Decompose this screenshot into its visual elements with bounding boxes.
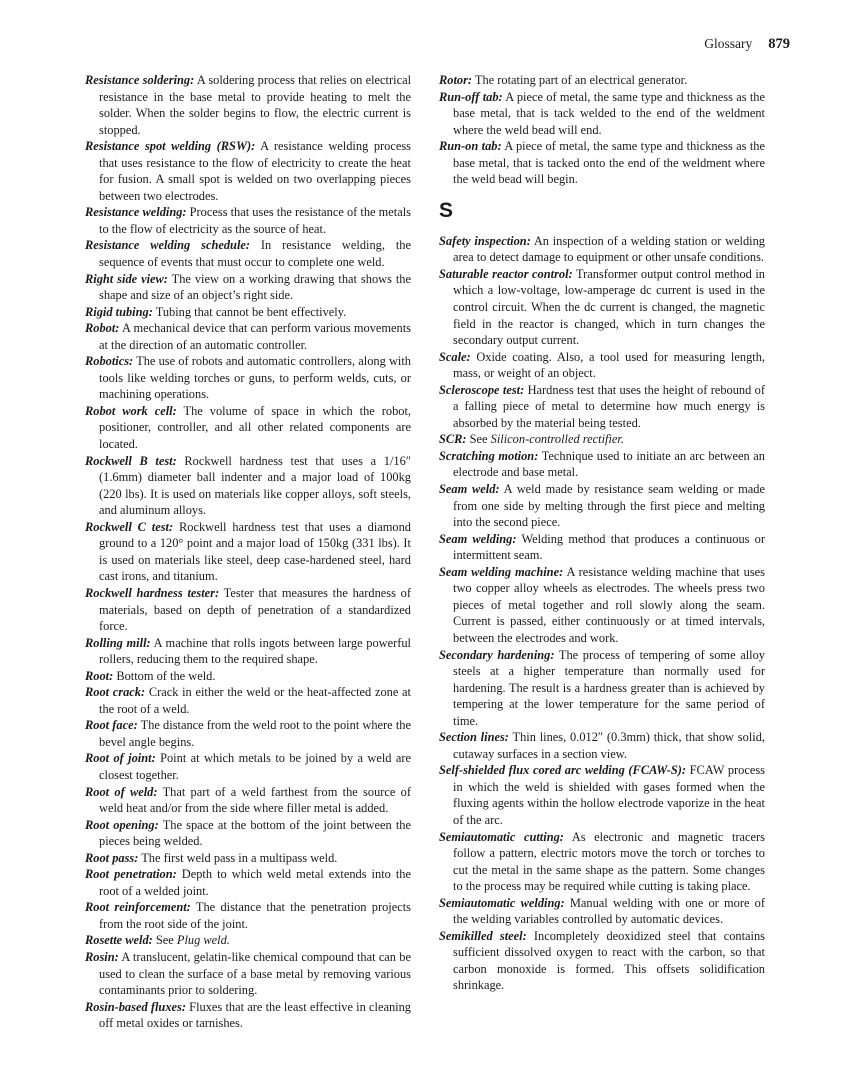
glossary-term: Semiautomatic welding:: [439, 895, 565, 910]
glossary-entry: Rockwell B test: Rockwell hardness test that uses a 1/16″ (1.6mm) diameter ball indenter and a major load of 100kg (220 lbs). It is used on materials like copper alloys, soft steels, and aluminum alloys.: [85, 453, 411, 518]
glossary-term: Resistance spot welding (RSW):: [85, 139, 256, 154]
glossary-entry: Rosette weld: See Plug weld.: [85, 933, 230, 948]
glossary-entry: Self-shielded flux cored arc welding (FCAW-S): FCAW process in which the weld is shielded with gases formed when the fluxing agents within the hollow electrode vaporize in the heat of the arc.: [439, 763, 766, 827]
glossary-entry: Robot work cell: The volume of space in which the robot, positioner, controller, and all other related components are located.: [85, 403, 411, 452]
glossary-entry: Rosin-based fluxes: Fluxes that are the least effective in cleaning off metal oxides or tarnishes.: [85, 999, 411, 1031]
glossary-term: Robot work cell:: [85, 403, 177, 418]
glossary-term: Robot:: [85, 321, 120, 336]
glossary-entry: Robotics: The use of robots and automatic controllers, along with tools like welding torches or guns, to perform welds, cuts, or machining operations.: [85, 354, 411, 402]
glossary-term: Self-shielded flux cored arc welding (FCAW-S):: [439, 763, 687, 778]
glossary-entry: Root of joint: Point at which metals to be joined by a weld are closest together.: [85, 751, 411, 782]
cross-reference: Silicon-controlled rectifier.: [490, 432, 624, 447]
glossary-term: Root face:: [85, 718, 138, 733]
cross-reference: Plug weld.: [176, 933, 230, 948]
glossary-term: Root:: [85, 668, 114, 683]
glossary-entry: Root face: The distance from the weld root to the point where the bevel angle begins.: [85, 718, 411, 749]
glossary-entry: Saturable reactor control: Transformer output control method in which a low-voltage, low-amperage dc current is used in the control circuit. When the dc current is changed, the magnetic field in the reactor is changed, which in turn changes the secondary output current.: [439, 266, 765, 348]
glossary-entry: Seam welding: Welding method that produces a continuous or intermittent seam.: [439, 531, 765, 563]
glossary-entry: Resistance spot welding (RSW): A resistance welding process that uses resistance to the flow of electricity to create the heat for fusion. A small spot is welded on two overlapping pieces between two electrodes.: [85, 139, 411, 203]
glossary-entry: Scale: Oxide coating. Also, a tool used for measuring length, mass, or weight of an object.: [439, 349, 765, 381]
glossary-term: Saturable reactor control:: [439, 266, 573, 281]
glossary-term: Robotics:: [85, 354, 134, 369]
glossary-term: Safety inspection:: [439, 233, 531, 248]
glossary-term: Right side view:: [85, 271, 168, 286]
glossary-entry: Root crack: Crack in either the weld or the heat-affected zone at the root of a weld.: [85, 685, 411, 716]
glossary-term: Scratching motion:: [439, 448, 539, 463]
page-number: 879: [768, 36, 790, 52]
glossary-term: Run-on tab:: [439, 139, 502, 154]
glossary-entry: Root of weld: That part of a weld farthest from the source of weld heat and/or from the side where filler metal is added.: [85, 784, 411, 816]
glossary-entry: Resistance welding: Process that uses the resistance of the metals to the flow of electricity as the source of heat.: [85, 205, 411, 236]
glossary-term: Rosin:: [85, 949, 119, 964]
glossary-entry: Rockwell hardness tester: Tester that measures the hardness of materials, based on depth of penetration of a standardized force.: [85, 585, 411, 634]
glossary-term: Root crack:: [85, 685, 146, 700]
glossary-term: Rosin-based fluxes:: [85, 999, 186, 1014]
glossary-entry: Resistance welding schedule: In resistance welding, the sequence of events that must occur to complete one weld.: [85, 238, 412, 270]
page-header: [704, 36, 790, 53]
column-right: [439, 72, 765, 1032]
glossary-term: Secondary hardening:: [439, 647, 555, 662]
running-head: Glossary: [704, 36, 753, 51]
glossary-entry: Root pass: The first weld pass in a multipass weld.: [85, 850, 338, 865]
glossary-term: Resistance soldering:: [85, 73, 195, 87]
glossary-entry: Safety inspection: An inspection of a welding station or welding area to detect damage to equipment or other unsafe conditions.: [439, 233, 765, 265]
glossary-entry: Seam weld: A weld made by resistance seam welding or made from one side by melting through the first piece and melting into the second piece.: [439, 482, 765, 530]
glossary-term: Seam welding:: [439, 531, 517, 546]
glossary-term: Root reinforcement:: [85, 900, 191, 915]
glossary-entry: Root: Bottom of the weld.: [85, 668, 216, 683]
glossary-term: Resistance welding:: [85, 205, 187, 220]
glossary-entry: Resistance soldering: A soldering process that relies on electrical resistance in the base metal to provide heating to melt the solder. When the solder begins to flow, the electric current is stopped.: [85, 73, 412, 137]
glossary-term: Section lines:: [439, 730, 509, 745]
glossary-entry: Semiautomatic welding: Manual welding with one or more of the welding variables controlled by automatic devices.: [439, 895, 765, 927]
glossary-term: Root of joint:: [85, 751, 156, 766]
glossary-term: Resistance welding schedule:: [85, 238, 251, 253]
glossary-term: Rolling mill:: [85, 635, 151, 650]
glossary-term: Semikilled steel:: [439, 928, 527, 943]
glossary-term: Rockwell B test:: [85, 453, 177, 468]
glossary-entry: Rigid tubing: Tubing that cannot be bent effectively.: [85, 304, 347, 319]
glossary-entry: Root reinforcement: The distance that the penetration projects from the root side of the joint.: [85, 900, 411, 931]
glossary-entry: Seam welding machine: A resistance welding machine that uses two copper alloy wheels as electrodes. The wheels press two pieces of metal together and roll slowly along the seam. Current is passed, either continuously or at timed intervals, between the electrodes and work.: [439, 564, 765, 645]
glossary-term: Seam weld:: [439, 482, 500, 497]
glossary-entry: Semikilled steel: Incompletely deoxidized steel that contains sufficient dissolved oxygen to react with the carbon, so that carbon monoxide is formed. This offsets solidification shrinkage.: [439, 928, 765, 993]
glossary-entry: Right side view: The view on a working drawing that shows the shape and size of an object’s right side.: [85, 271, 411, 303]
glossary-term: Scale:: [439, 349, 471, 364]
glossary-entry: Scleroscope test: Hardness test that uses the height of rebound of a falling piece of metal to determine how much energy is absorbed by the material being tested.: [439, 382, 765, 430]
glossary-term: Seam welding machine:: [439, 564, 564, 579]
glossary-entry: Rockwell C test: Rockwell hardness test that uses a diamond ground to a 120° point and a major load of 150kg (331 lbs). It is used on materials like steel, deep case-hardened steel, hard cast irons, and titanium.: [85, 519, 411, 584]
glossary-term: Rockwell C test:: [85, 519, 174, 534]
section-letter-s: S: [439, 198, 454, 222]
two-column-layout: [85, 72, 765, 1032]
glossary-entry: Root penetration: Depth to which weld metal extends into the root of a welded joint.: [85, 867, 411, 898]
glossary-entry: Scratching motion: Technique used to initiate an arc between an electrode and base metal.: [439, 448, 765, 480]
glossary-term: Rosette weld:: [85, 933, 153, 948]
glossary-entry: Rolling mill: A machine that rolls ingots between large powerful rollers, reducing them to the required shape.: [85, 635, 411, 667]
glossary-term: Rigid tubing:: [85, 304, 153, 319]
glossary-entry: Rosin: A translucent, gelatin-like chemical compound that can be used to clean the surface of a base metal by removing various contaminants prior to soldering.: [85, 949, 411, 998]
glossary-term: Root pass:: [85, 850, 139, 865]
glossary-term: Root opening:: [85, 817, 159, 832]
glossary-term: Rotor:: [439, 73, 473, 87]
glossary-term: Semiautomatic cutting:: [439, 829, 564, 844]
glossary-term: Root penetration:: [85, 867, 177, 882]
glossary-entry: Run-off tab: A piece of metal, the same type and thickness as the base metal, that is tack welded to the end of the weldment where the weld bead will end.: [439, 89, 765, 137]
glossary-term: Scleroscope test:: [439, 382, 525, 397]
glossary-term: SCR:: [439, 432, 467, 447]
glossary-entry: Rotor: The rotating part of an electrical generator.: [439, 73, 688, 87]
glossary-entry: Secondary hardening: The process of tempering of some alloy steels at a higher temperature than normally used for hardening. The result is a hardness greater than is achieved by tempering at the lower temperature for the same period of time.: [439, 647, 765, 728]
glossary-term: Rockwell hardness tester:: [85, 585, 220, 600]
glossary-term: Run-off tab:: [439, 89, 503, 104]
glossary-entry: Run-on tab: A piece of metal, the same type and thickness as the base metal, that is tacked onto the end of the weldment where the weld bead will begin.: [439, 139, 765, 187]
glossary-entry: SCR: See Silicon-controlled rectifier.: [439, 432, 624, 447]
glossary-entry: Root opening: The space at the bottom of the joint between the pieces being welded.: [85, 817, 411, 849]
glossary-entry: Semiautomatic cutting: As electronic and magnetic tracers follow a pattern, electric motors move the torch or torches to cut the metal in the same shape as the pattern. Some changes to the process may be required while cutting is taking place.: [439, 829, 765, 894]
glossary-entry: Section lines: Thin lines, 0.012″ (0.3mm) thick, that show solid, cutaway surfaces in a section view.: [439, 730, 765, 761]
column-left: [85, 72, 411, 1032]
glossary-term: Root of weld:: [85, 784, 158, 799]
glossary-entry: Robot: A mechanical device that can perform various movements at the direction of an automatic controller.: [85, 321, 411, 352]
